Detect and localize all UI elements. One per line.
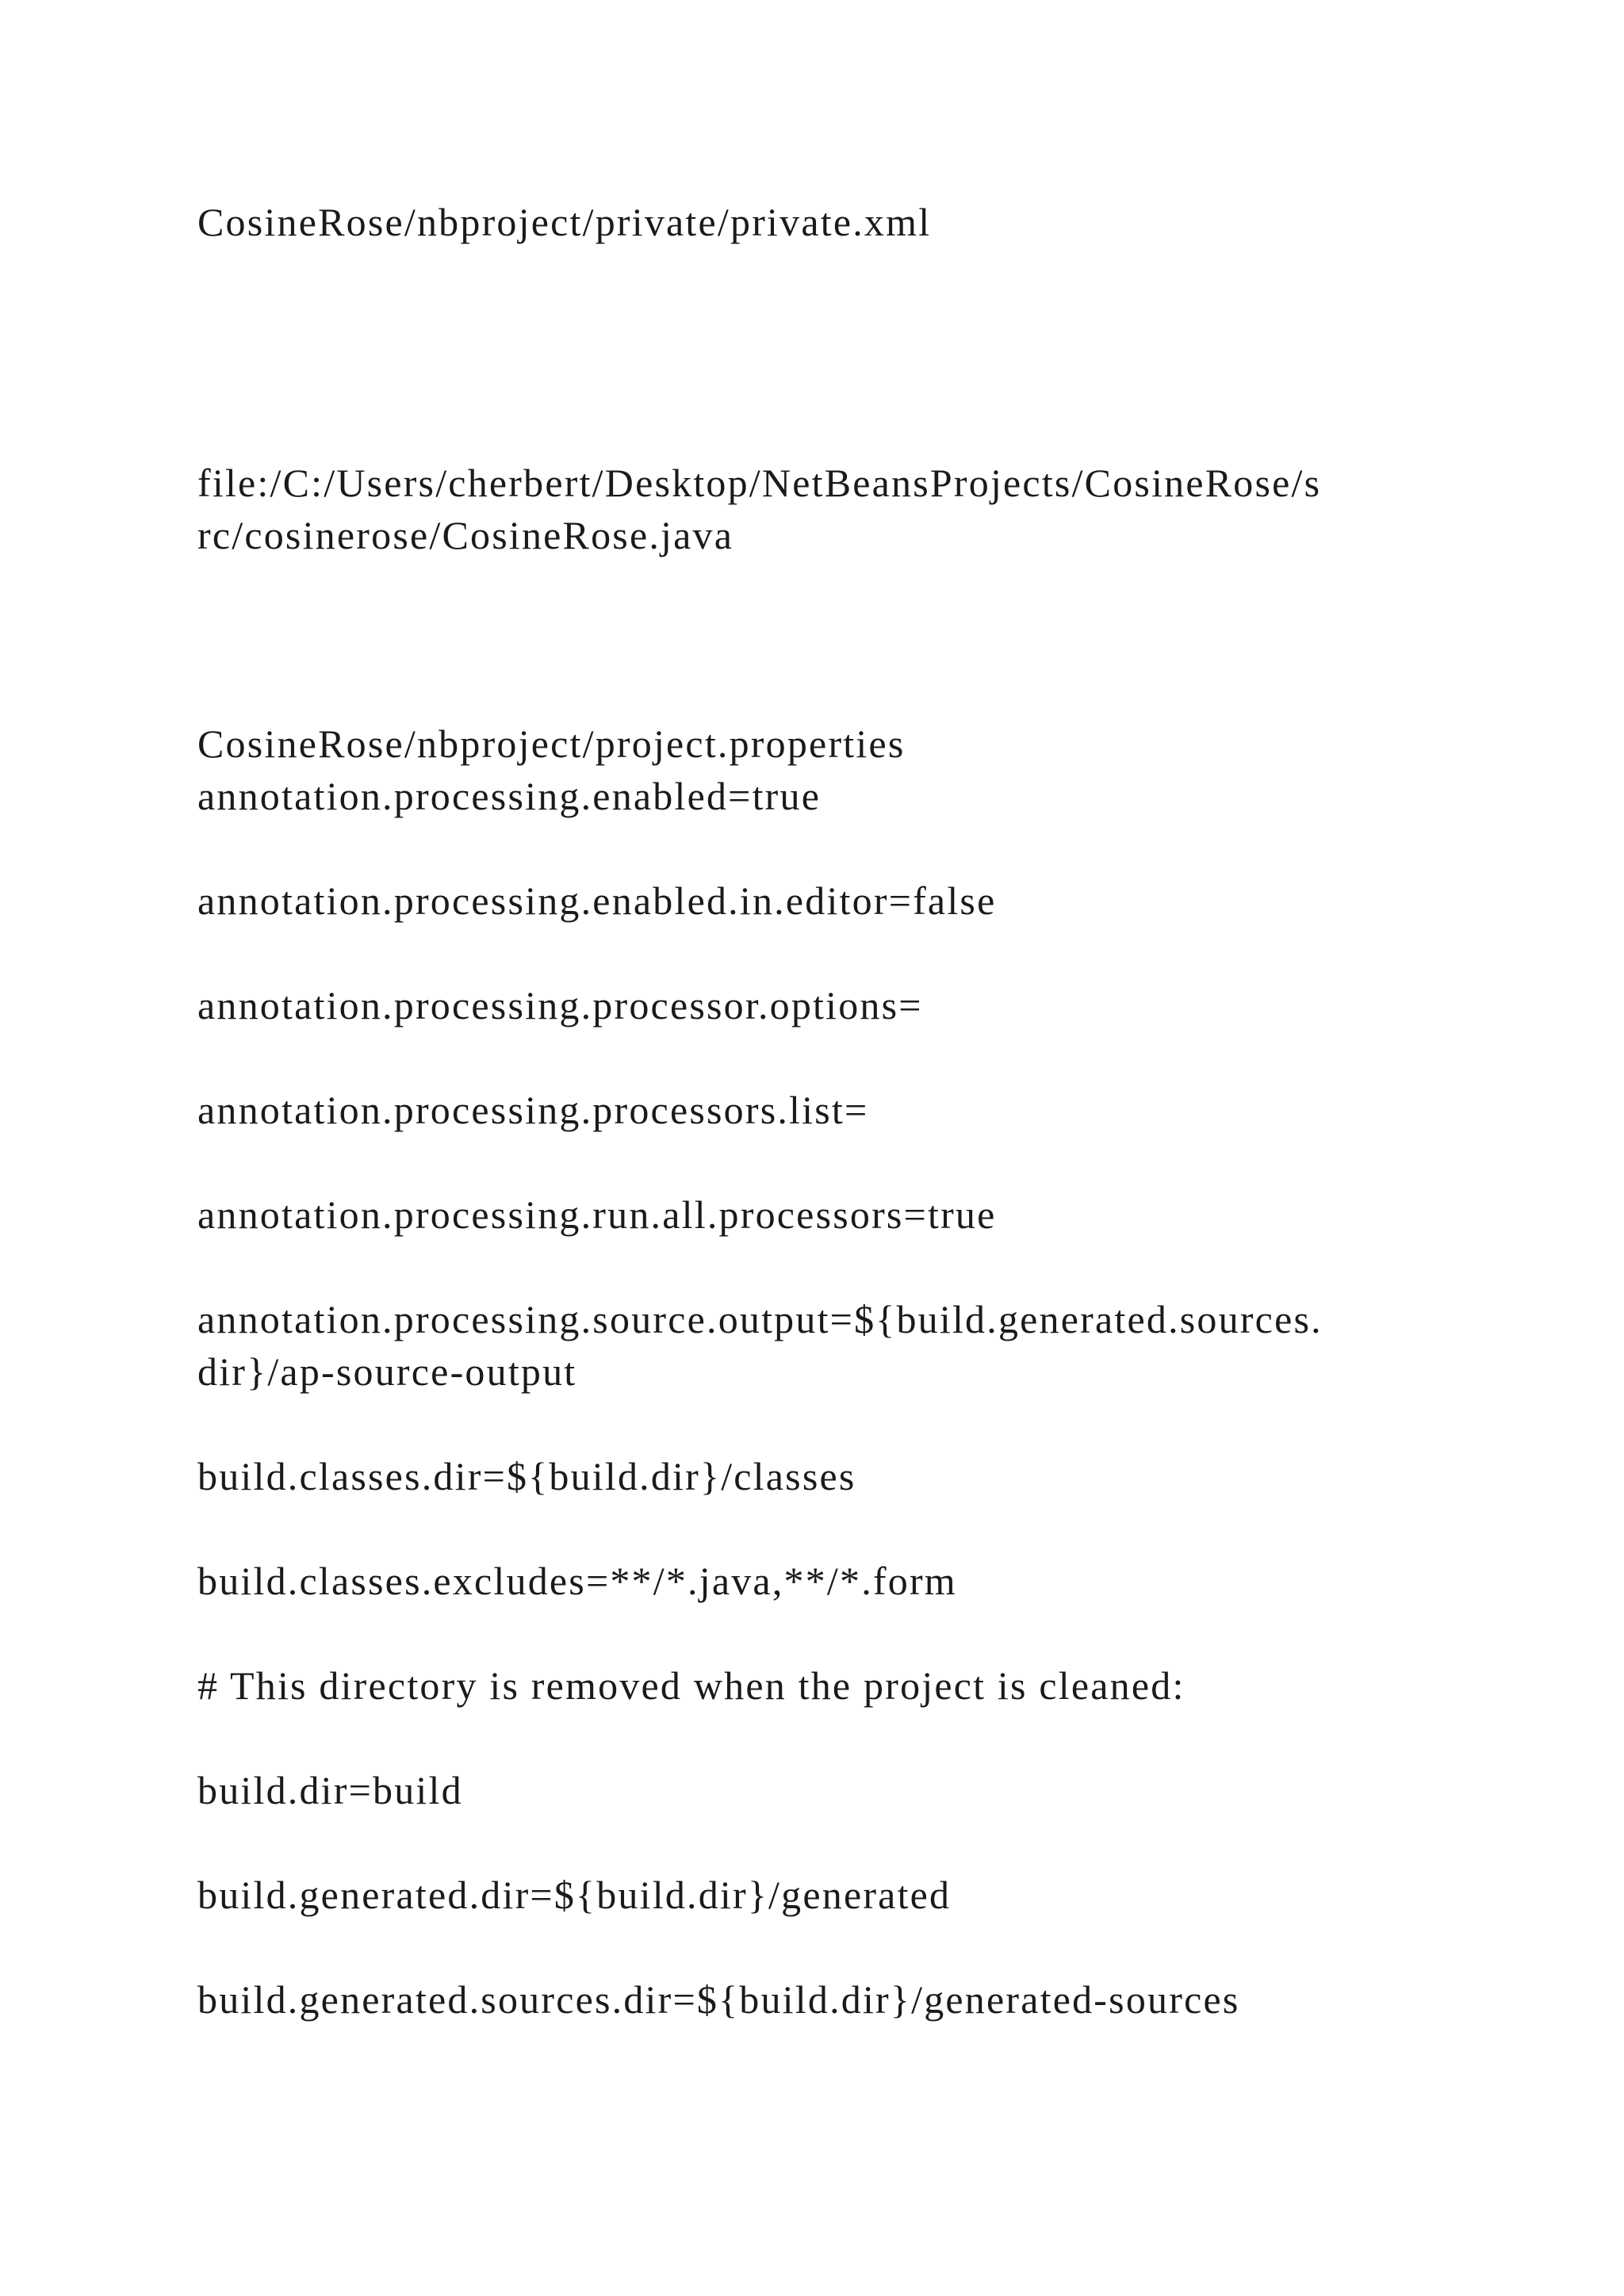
project-properties-path: CosineRose/nbproject/project.properties — [197, 721, 906, 766]
property-line: annotation.processing.enabled.in.editor=false — [197, 878, 997, 923]
file-url-line-continued: rc/cosinerose/CosineRose.java — [197, 513, 734, 557]
property-line: annotation.processing.processor.options= — [197, 983, 923, 1027]
private-xml-path: CosineRose/nbproject/private/private.xml — [197, 200, 932, 244]
comment-line: # This directory is removed when the project is cleaned: — [197, 1663, 1185, 1708]
property-line: build.classes.excludes=**/*.java,**/*.form — [197, 1559, 957, 1603]
property-line: build.generated.sources.dir=${build.dir}/generated-sources — [197, 1977, 1240, 2022]
property-line-continued: dir}/ap-source-output — [197, 1349, 577, 1394]
property-line: annotation.processing.processors.list= — [197, 1088, 869, 1132]
file-url-line: file:/C:/Users/cherbert/Desktop/NetBeansProjects/CosineRose/s — [197, 461, 1322, 505]
property-line: build.generated.dir=${build.dir}/generated — [197, 1873, 952, 1917]
property-line: annotation.processing.run.all.processors=true — [197, 1192, 997, 1237]
property-line: annotation.processing.enabled=true — [197, 774, 822, 818]
property-line: build.dir=build — [197, 1768, 463, 1812]
property-line: annotation.processing.source.output=${build.generated.sources. — [197, 1297, 1323, 1341]
property-line: build.classes.dir=${build.dir}/classes — [197, 1454, 856, 1498]
